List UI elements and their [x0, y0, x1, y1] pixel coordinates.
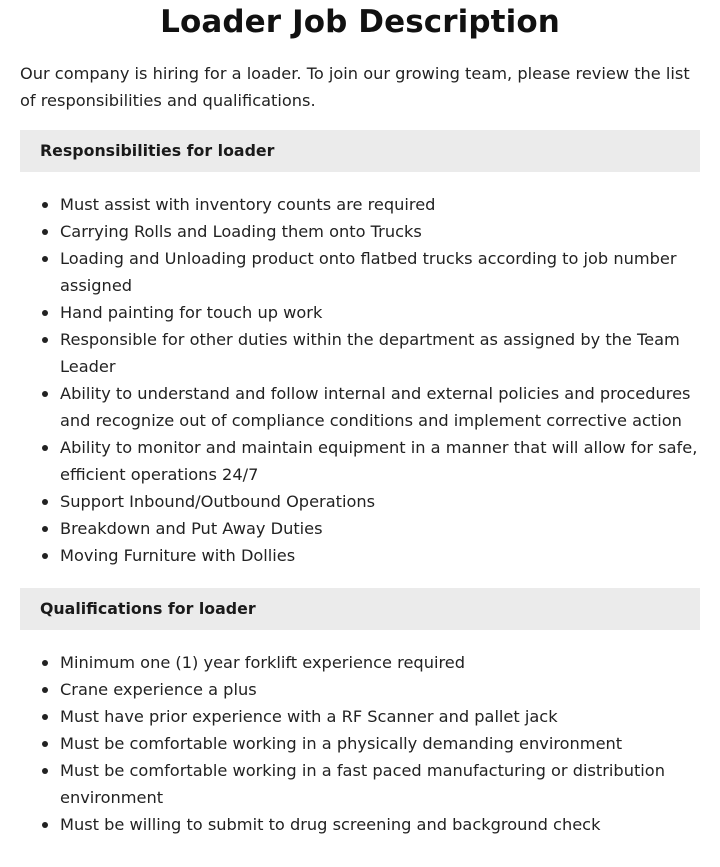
responsibilities-list — [20, 191, 700, 569]
list-item: Ability to monitor and maintain equipment in a manner that will allow for safe, efficient operations 24/7 — [60, 434, 700, 488]
list-item: Minimum one (1) year forklift experience required — [60, 649, 700, 676]
list-item: Breakdown and Put Away Duties — [60, 515, 700, 542]
list-item: Ability to understand and follow internal and external policies and procedures and recognize out of compliance conditions and implement corrective action — [60, 380, 700, 434]
list-item: Moving Furniture with Dollies — [60, 542, 700, 569]
list-item: Must be comfortable working in a fast paced manufacturing or distribution environment — [60, 757, 700, 811]
list-item: Carrying Rolls and Loading them onto Trucks — [60, 218, 700, 245]
responsibilities-header: Responsibilities for loader — [20, 130, 700, 172]
list-item: Support Inbound/Outbound Operations — [60, 488, 700, 515]
list-item: Loading and Unloading product onto flatbed trucks according to job number assigned — [60, 245, 700, 299]
list-item: Hand painting for touch up work — [60, 299, 700, 326]
intro-paragraph: Our company is hiring for a loader. To join our growing team, please review the list of responsibilities and qualifications. — [20, 64, 690, 110]
list-item: Must be comfortable working in a physically demanding environment — [60, 730, 700, 757]
qualifications-header: Qualifications for loader — [20, 588, 700, 630]
list-item: Must assist with inventory counts are required — [60, 191, 700, 218]
list-item: Crane experience a plus — [60, 676, 700, 703]
list-item: Must be willing to submit to drug screening and background check — [60, 811, 700, 838]
list-item: Must have prior experience with a RF Scanner and pallet jack — [60, 703, 700, 730]
list-item: Responsible for other duties within the department as assigned by the Team Leader — [60, 326, 700, 380]
page-title: Loader Job Description — [160, 4, 560, 40]
qualifications-list — [20, 649, 700, 838]
